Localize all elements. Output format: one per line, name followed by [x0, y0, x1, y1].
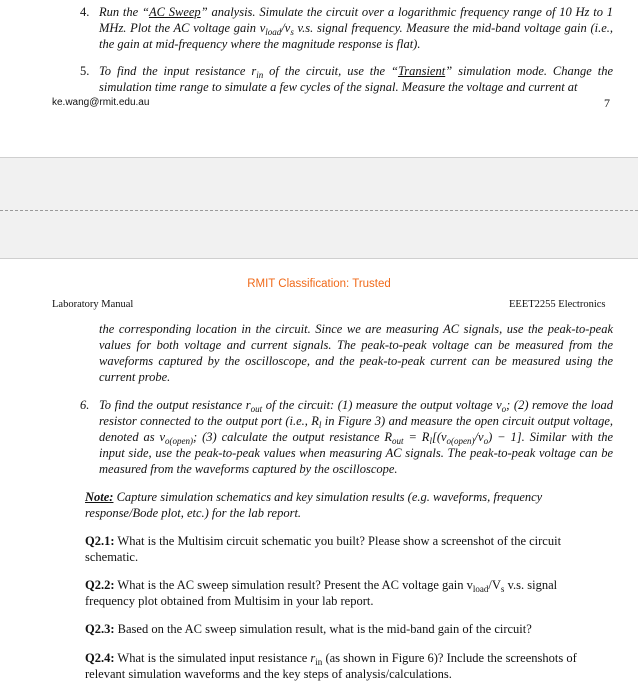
classification-label: RMIT Classification: Trusted: [247, 278, 391, 290]
footer-email: ke.wang@rmit.edu.au: [52, 97, 150, 108]
question-2-4: Q2.4: What is the simulated input resistance $r_{in}$ (as shown in Figure 6)? Include the screenshots of relevant simulation waveforms and the key steps of analysis/calculations.: [85, 651, 577, 681]
transient-term: Transient: [397, 64, 446, 78]
note-paragraph: Note: Capture simulation schematics and key simulation results (e.g. waveforms, frequency response/Bode plot, etc.) for the lab report.: [85, 490, 543, 520]
question-2-1: Q2.1: What is the Multisim circuit schematic you built? Please show a screenshot of the circuit schematic.: [85, 534, 562, 564]
step-number: 6.: [80, 398, 90, 412]
step-5-text: To find the input resistance $r_{in}$ of the circuit, use the “Transient” simulation mode. Change the simulation time range to simulate a few cycles of the signal. Measure the voltage and current at: [99, 64, 614, 94]
step-6-text: To find the output resistance $r_{out}$ of the circuit: (1) measure the output voltage $v_o$; (2) remove the load resistor connected to the output port (i.e., $R_l$ in Figure 3) and measure the open circuit output voltage, denoted as $v_{o(open)}$; (3) calculate the output resistance $R_{out} = R_l[(v_{o(open)}/v_o) - 1]$. Similar with the input side, use the peak-to-peak values when measuring AC signals. The peak-to-peak voltage can be measured from the waveforms captured by the oscilloscope.: [99, 398, 614, 476]
page-number: 7: [604, 96, 610, 110]
ac-sweep-term: AC Sweep: [148, 5, 201, 19]
page-8: RMIT Classification: Trusted Laboratory Manual EEET2255 Electronics the corresponding location in the circuit. Since we are measuring AC signals, use the peak-to-peak values for both voltage and current signals. The peak-to-peak voltage can be measured from the waveforms captured by the oscilloscope, and the peak-to-peak current can be measured using the current probe. 6. To find the output resistance $r_{out}$ of the circuit: (1) measure the output voltage $v_o$; (2) remove the load resistor connected to the output port (i.e., $R_l$ in Figure 3) and measure the open circuit output voltage, denoted as $v_{o(open)}$; (3) calculate the output resistance $R_{out} = R_l[(v_{o(open)}/v_o) - 1]$. Similar with the input side, use the peak-to-peak values when measuring AC signals. The peak-to-peak voltage can be measured from the waveforms captured by the oscilloscope. Note: Capture simulation schematics and key simulation results (e.g. waveforms, frequency response/Bode plot, etc.) for the lab report. Q2.1: What is the Multisim circuit schematic you built? Please show a screenshot of the circuit schematic. Q2.2: What is the AC sweep simulation result? Present the AC voltage gain $v_{load}/V_s$ v.s. signal frequency plot obtained from Multisim in your lab report. Q2.3: Based on the AC sweep simulation result, what is the mid-band gain of the circuit? Q2.4: What is the simulated input resistance $r_{in}$ (as shown in Figure 6)? Include the screenshots of relevant simulation waveforms and the key steps of analysis/calculations.: [0, 259, 638, 681]
question-label: Q2.3:: [85, 622, 115, 636]
step-4-text: Run the “AC Sweep” analysis. Simulate the circuit over a logarithmic frequency range of 10 Hz to 1 MHz. Plot the AC voltage gain $v_{load}/v_s$ v.s. signal frequency. Measure the mid-band voltage gain (i.e., the gain at mid-frequency where the magnitude response is flat).: [99, 5, 613, 51]
page-7: [0, 0, 638, 157]
question-2-2: Q2.2: What is the AC sweep simulation result? Present the AC voltage gain $v_{load}/V_s$ v.s. signal frequency plot obtained from Multisim in your lab report.: [85, 578, 558, 608]
step-number: 4.: [80, 5, 90, 19]
page-break: [0, 157, 638, 259]
question-label: Q2.2:: [85, 578, 115, 592]
header-left: Laboratory Manual: [52, 299, 134, 310]
question-2-3: Q2.3: Based on the AC sweep simulation result, what is the mid-band gain of the circuit?: [85, 622, 532, 636]
note-label: Note:: [85, 490, 114, 504]
step-number: 5.: [80, 64, 90, 78]
question-label: Q2.1:: [85, 534, 115, 548]
page-break-divider: [0, 210, 638, 211]
output-resistance-formula: = $R_l[(v_{o(open)}/v_o) - 1]$.: [403, 430, 525, 446]
header-right: EEET2255 Electronics: [509, 299, 606, 310]
question-label: Q2.4:: [85, 651, 115, 665]
